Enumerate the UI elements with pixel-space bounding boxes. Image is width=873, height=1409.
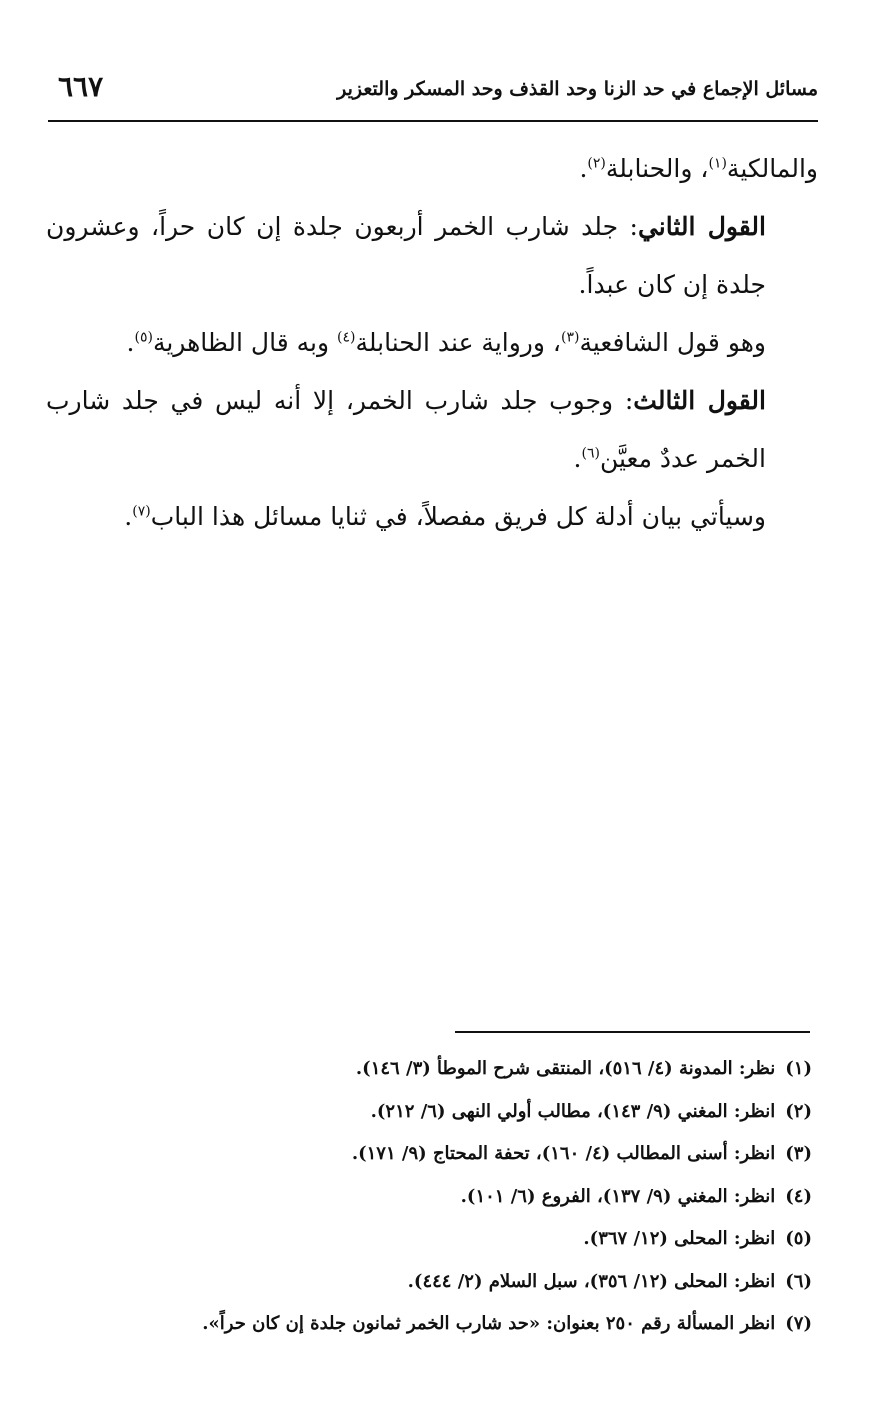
page-header — [48, 70, 818, 122]
paragraph-4 — [46, 372, 818, 488]
footnote-text: انظر: المحلى (١٢/ ٣٦٧). — [583, 1228, 776, 1249]
footnote-ref: (٢) — [587, 155, 606, 172]
footnote — [60, 1303, 812, 1346]
page-number: ٦٦٧ — [58, 70, 104, 103]
paragraph-text: . — [124, 502, 133, 531]
footnote-text: انظر: أسنى المطالب (٤/ ١٦٠)، تحفة المحتاج (٩/ ١٧١). — [351, 1143, 776, 1164]
footnotes — [60, 1048, 812, 1346]
footnote-number: (٧) — [785, 1313, 812, 1334]
paragraph-text: والمالكية — [726, 154, 818, 183]
footnote-ref: (٣) — [560, 329, 580, 346]
paragraph-text: وبه قال الظاهرية — [152, 328, 337, 357]
section-lead: القول الثاني — [637, 212, 766, 241]
footnote-ref: (٤) — [336, 329, 356, 346]
footnote-ref: (٦) — [581, 445, 600, 462]
paragraph-3 — [46, 314, 818, 372]
main-text — [46, 140, 818, 546]
section-lead: القول الثالث — [633, 386, 766, 415]
footnote-text: نظر: المدونة (٤/ ٥١٦)، المنتقى شرح الموطأ (٣/ ١٤٦). — [355, 1058, 776, 1079]
footnote — [60, 1176, 812, 1219]
footnote-ref: (٧) — [132, 503, 151, 520]
paragraph-2 — [46, 198, 818, 314]
footnote-text: انظر: المغني (٩/ ١٣٧)، الفروع (٦/ ١٠١). — [460, 1185, 776, 1207]
paragraph-1 — [46, 140, 818, 198]
paragraph-text: : جلد شارب الخمر أربعون جلدة إن كان حراً، وعشرون جلدة إن كان عبداً. — [46, 212, 766, 299]
running-title: مسائل الإجماع في حد الزنا وحد القذف وحد المسكر والتعزير — [337, 78, 818, 100]
footnote-ref: (٥) — [134, 329, 153, 346]
footnote — [60, 1133, 812, 1176]
paragraph-text: . — [579, 154, 588, 183]
paragraph-5 — [46, 488, 818, 546]
footnote-number: (٦) — [785, 1270, 812, 1292]
paragraph-text: . — [126, 328, 135, 357]
paragraph-text: : وجوب جلد شارب الخمر، إلا أنه ليس في جلد شارب الخمر عددٌ معيَّن — [46, 386, 766, 473]
footnote — [60, 1218, 812, 1261]
footnote-number: (٥) — [785, 1228, 812, 1249]
footnote-number: (٣) — [785, 1143, 812, 1164]
footnote-ref: (١) — [708, 155, 727, 172]
footnote-number: (١) — [785, 1058, 812, 1079]
footnote — [60, 1261, 812, 1304]
paragraph-text: . — [573, 444, 582, 473]
footnote-text: انظر: المغني (٩/ ١٤٣)، مطالب أولي النهى (٦/ ٢١٢). — [370, 1100, 776, 1122]
footnote-number: (٤) — [785, 1185, 812, 1207]
paragraph-text: وسيأتي بيان أدلة كل فريق مفصلاً، في ثنايا مسائل هذا الباب — [150, 502, 766, 531]
footnote — [60, 1091, 812, 1134]
footnote-text: انظر: المحلى (١٢/ ٣٥٦)، سبل السلام (٢/ ٤٤٤). — [407, 1270, 776, 1292]
footnote-text: انظر المسألة رقم ٢٥٠ بعنوان: «حد شارب الخمر ثمانون جلدة إن كان حراً». — [202, 1313, 776, 1334]
footnote — [60, 1048, 812, 1091]
footnote-divider — [455, 1031, 810, 1033]
paragraph-text: ، ورواية عند الحنابلة — [355, 328, 561, 357]
paragraph-text: ، والحنابلة — [605, 154, 709, 183]
footnote-number: (٢) — [785, 1100, 812, 1122]
paragraph-text: وهو قول الشافعية — [579, 328, 766, 357]
